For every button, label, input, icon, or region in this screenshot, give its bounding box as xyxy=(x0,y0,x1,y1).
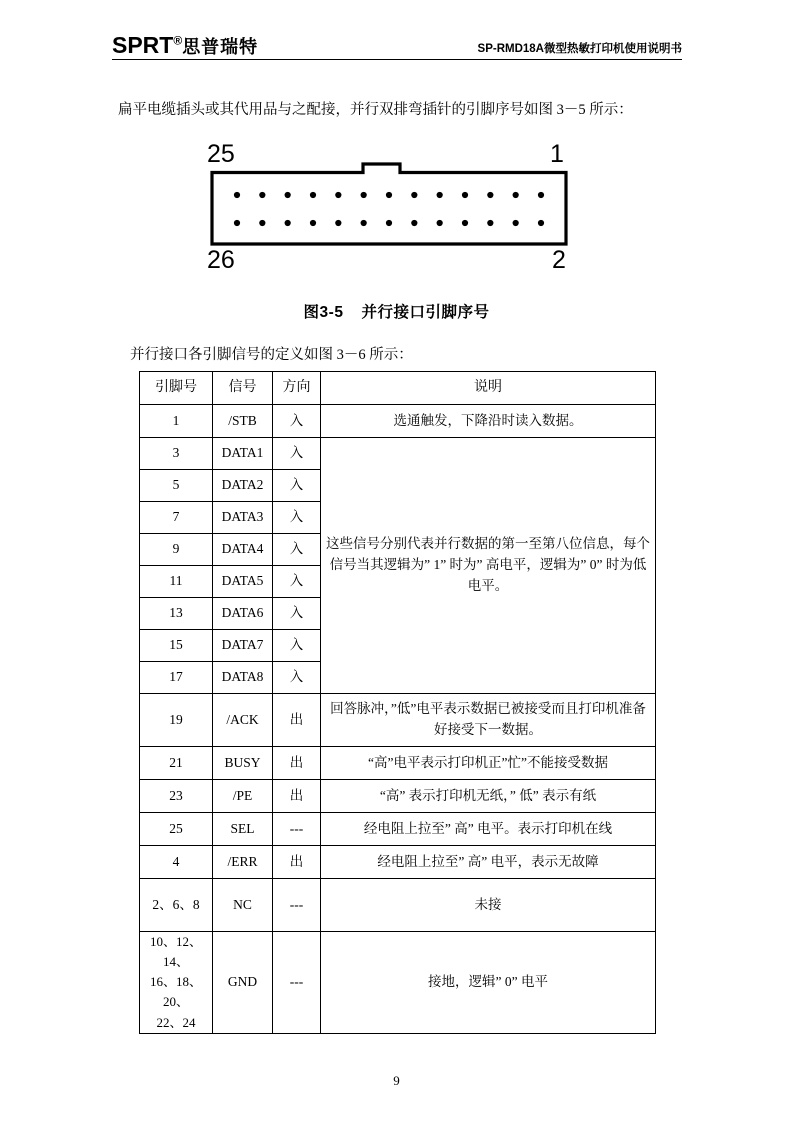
figure-caption-number: 图3-5 xyxy=(303,304,344,321)
connector-pin-dot xyxy=(462,192,468,198)
connector-pin-dot xyxy=(361,192,367,198)
pin-label-top-right: 1 xyxy=(550,140,564,168)
table-row xyxy=(140,846,656,879)
pin-line-3: 22、24 xyxy=(156,1014,196,1030)
cell-signal: GND xyxy=(213,932,273,1034)
cell-pin: 1 xyxy=(140,405,213,438)
table-row xyxy=(140,813,656,846)
cell-direction: 入 xyxy=(273,662,321,694)
connector-pin-dot xyxy=(285,192,291,198)
cell-pin: 17 xyxy=(140,662,213,694)
pin-label-bottom-left: 26 xyxy=(207,246,235,274)
cell-description: “高” 表示打印机无纸，” 低” 表示有纸 xyxy=(321,780,656,813)
connector-pin-dot xyxy=(386,220,392,226)
cell-signal: NC xyxy=(213,879,273,932)
brand-logo xyxy=(112,34,258,57)
cell-signal: DATA1 xyxy=(213,438,273,470)
connector-pin-dot xyxy=(335,220,341,226)
connector-pin-dot xyxy=(259,192,265,198)
page-number: 9 xyxy=(393,1073,400,1088)
connector-pin-dot xyxy=(411,220,417,226)
cell-signal: DATA5 xyxy=(213,566,273,598)
cell-signal: SEL xyxy=(213,813,273,846)
connector-pin-dot xyxy=(437,192,443,198)
table-row xyxy=(140,694,656,747)
cell-signal: DATA4 xyxy=(213,534,273,566)
cell-pin: 11 xyxy=(140,566,213,598)
cell-description: “高”电平表示打印机正”忙”不能接受数据 xyxy=(321,747,656,780)
table-row xyxy=(140,747,656,780)
pin-label-top-left: 25 xyxy=(207,140,235,168)
cell-pin: 13 xyxy=(140,598,213,630)
cell-pin: 4 xyxy=(140,846,213,879)
pin-line-1: 10、12、14、 xyxy=(149,934,202,970)
figure-caption xyxy=(0,300,793,322)
column-header-pin: 引脚号 xyxy=(140,372,213,405)
cell-pin-multiline xyxy=(140,932,213,1034)
cell-description: 经电阻上拉至” 高” 电平，表示无故障 xyxy=(321,846,656,879)
cell-direction: 入 xyxy=(273,534,321,566)
column-header-description: 说明 xyxy=(321,372,656,405)
registered-trademark-icon: ® xyxy=(173,33,183,48)
connector-pin-dot xyxy=(513,192,519,198)
brand-chinese-text: 思普瑞特 xyxy=(182,37,259,57)
pin-definition-table xyxy=(139,371,656,1034)
header-document-title: SP-RMD18A微型热敏打印机使用说明书 xyxy=(477,42,682,55)
cell-direction: --- xyxy=(273,932,321,1034)
cell-direction: 入 xyxy=(273,566,321,598)
cell-direction: 入 xyxy=(273,598,321,630)
connector-pin-dot xyxy=(538,192,544,198)
cell-signal: DATA6 xyxy=(213,598,273,630)
cell-direction: --- xyxy=(273,813,321,846)
pin-label-bottom-right: 2 xyxy=(552,246,566,274)
cell-signal: /ERR xyxy=(213,846,273,879)
cell-pin: 23 xyxy=(140,780,213,813)
connector-pin-dot xyxy=(361,220,367,226)
cell-pin: 25 xyxy=(140,813,213,846)
table-row xyxy=(140,879,656,932)
brand-latin-text: SPRT xyxy=(112,32,174,58)
table-header-row xyxy=(140,372,656,405)
cell-signal: DATA2 xyxy=(213,470,273,502)
connector-pin-dot xyxy=(513,220,519,226)
cell-pin: 2、6、8 xyxy=(140,879,213,932)
connector-pin-dot xyxy=(487,220,493,226)
cell-direction: 入 xyxy=(273,405,321,438)
cell-pin: 7 xyxy=(140,502,213,534)
table-intro-paragraph: 并行接口各引脚信号的定义如图 3－6 所示： xyxy=(130,347,413,363)
table-row xyxy=(140,405,656,438)
table-body xyxy=(140,405,656,1034)
cell-description: 未接 xyxy=(321,879,656,932)
cell-signal: DATA7 xyxy=(213,630,273,662)
connector-outline-svg xyxy=(195,138,585,283)
connector-pin-dot xyxy=(259,220,265,226)
cell-signal: BUSY xyxy=(213,747,273,780)
connector-pin-dot xyxy=(285,220,291,226)
cell-description-data-group: 这些信号分别代表并行数据的第一至第八位信息，每个信号当其逻辑为” 1” 时为” 高电平，逻辑为” 0” 时为低电平。 xyxy=(321,438,656,694)
cell-description: 经电阻上拉至” 高” 电平。表示打印机在线 xyxy=(321,813,656,846)
table-row xyxy=(140,932,656,1034)
cell-direction: --- xyxy=(273,879,321,932)
connector-pin-dot xyxy=(437,220,443,226)
cell-signal: /PE xyxy=(213,780,273,813)
connector-pin-dot xyxy=(386,192,392,198)
cell-direction: 出 xyxy=(273,780,321,813)
page-header xyxy=(112,30,682,60)
table-row xyxy=(140,438,656,470)
connector-pin-dot xyxy=(411,192,417,198)
cell-signal: DATA8 xyxy=(213,662,273,694)
cell-description: 接地，逻辑” 0” 电平 xyxy=(321,932,656,1034)
intro-paragraph: 扁平电缆插头或其代用品与之配接，并行双排弯插针的引脚序号如图 3－5 所示： xyxy=(118,102,633,118)
pin-line-2: 16、18、20、 xyxy=(149,974,202,1010)
cell-direction: 入 xyxy=(273,438,321,470)
column-header-direction: 方向 xyxy=(273,372,321,405)
connector-pin-dot xyxy=(335,192,341,198)
cell-pin: 9 xyxy=(140,534,213,566)
cell-direction: 出 xyxy=(273,747,321,780)
cell-pin: 19 xyxy=(140,694,213,747)
connector-pin-dot xyxy=(310,220,316,226)
cell-signal: /ACK xyxy=(213,694,273,747)
cell-direction: 入 xyxy=(273,470,321,502)
connector-pin-dot xyxy=(234,220,240,226)
connector-pin-dot xyxy=(234,192,240,198)
connector-body-path xyxy=(212,164,566,244)
cell-pin: 5 xyxy=(140,470,213,502)
cell-description: 选通触发，下降沿时读入数据。 xyxy=(321,405,656,438)
connector-diagram xyxy=(195,138,585,283)
column-header-signal: 信号 xyxy=(213,372,273,405)
cell-pin: 3 xyxy=(140,438,213,470)
cell-direction: 出 xyxy=(273,846,321,879)
cell-pin: 15 xyxy=(140,630,213,662)
connector-pin-dot xyxy=(462,220,468,226)
table-row xyxy=(140,780,656,813)
cell-signal: DATA3 xyxy=(213,502,273,534)
connector-pin-dot xyxy=(310,192,316,198)
cell-description: 回答脉冲，”低”电平表示数据已被接受而且打印机准备好接受下一数据。 xyxy=(321,694,656,747)
cell-signal: /STB xyxy=(213,405,273,438)
connector-pin-dot xyxy=(538,220,544,226)
cell-direction: 出 xyxy=(273,694,321,747)
figure-caption-text: 并行接口引脚序号 xyxy=(361,304,490,321)
cell-direction: 入 xyxy=(273,502,321,534)
cell-direction: 入 xyxy=(273,630,321,662)
cell-pin: 21 xyxy=(140,747,213,780)
table-header xyxy=(140,372,656,405)
connector-pin-dot xyxy=(487,192,493,198)
